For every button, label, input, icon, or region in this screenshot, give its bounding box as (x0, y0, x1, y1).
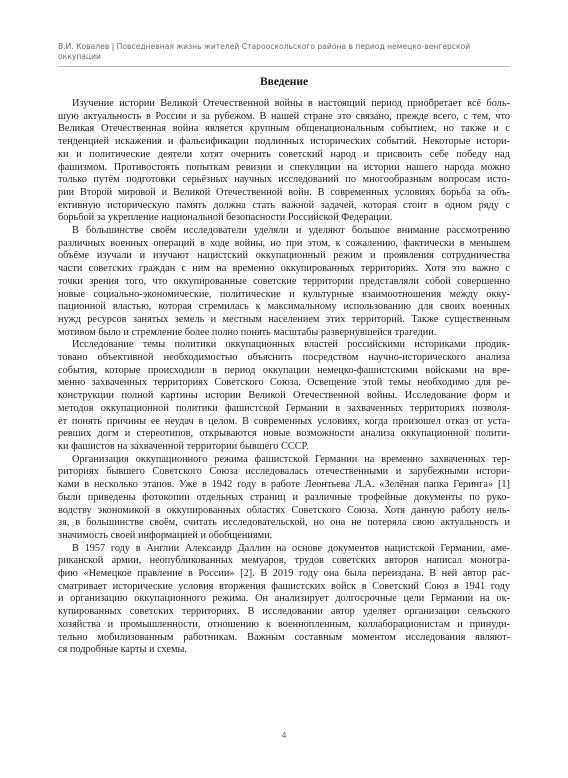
paragraph-line: менно захваченных территориях Советского Союза. Освещение этой темы необходимо для ре- (58, 377, 510, 389)
paragraph-line: зя, в большинстве своём, считать исследовательской, но она не потеряла свою актуальность и (58, 517, 510, 529)
body-text (58, 98, 510, 657)
paragraph-line: водству экономикой в оккупированных областях Советского Союза. Хотя данную работу нель- (58, 504, 510, 516)
paragraph (58, 339, 510, 453)
paragraph-line: различных военных операций в ходе войны, но при этом, к сожалению, фактически в меньшем (58, 237, 510, 249)
paragraph-line: ективную историческую память должна стать важной задачей, которая стоит в одном ряду с (58, 199, 510, 211)
paragraph-line: риканской армии, неопубликованных мемуаров, трудов советских авторов написал моногра- (58, 555, 510, 567)
paragraph-line: тенденцией искажения и фальсификации подлинных исторических событий. Некоторые истори- (58, 136, 510, 148)
paragraph-line: ся подробные карты и схемы. (58, 644, 188, 656)
paragraph-line: и организацию оккупационного режима. Он анализирует долгосрочные цели Германии на ок- (58, 593, 510, 605)
paragraph-line: фию «Немецкое правление в России» [2]. В 2019 году она была переиздана. В ней автор рас- (58, 568, 510, 580)
page-number: 4 (281, 731, 287, 740)
paragraph-line: нужд ресурсов занятых земель и местным населением этих территорий. Также существенным (58, 313, 510, 325)
running-header (58, 42, 510, 63)
paragraph-line: борьбой за укрепление национальной безопасности Российской Федерации. (58, 212, 393, 224)
paragraph-line: ревших догм и стереотипов, открываются новые возможности анализа оккупационной полити- (58, 428, 510, 440)
paragraph-line: рии Второй мировой и Великой Отечественной войн. В современных условиях борьба за объ- (58, 186, 510, 198)
paragraph-line: только путём подготовки серьёзных научных исследований по многообразным вопросам исто- (58, 174, 510, 186)
paragraph-line: Организация оккупационного режима фашистской Германии на временно захваченных тер- (72, 453, 510, 465)
paragraph-line: пационной властью, которая стремилась к максимальному использованию для своих военных (58, 301, 510, 313)
paragraph-line: шую актуальность в России и за рубежом. В нашей стране это связано, прежде всего, с тем, что (58, 110, 510, 122)
paragraph-line: товано объективной необходимостью объяснить посредством научно-исторического анализа (58, 352, 510, 364)
paragraph-line: Исследование темы политики оккупационных властей российскими историками продик- (72, 339, 510, 351)
paragraph (58, 543, 510, 657)
paragraph-line: купированных советских территориях. В исследовании автор уделяет организации сельского (58, 606, 510, 618)
paragraph-line: В большинстве своём исследователи уделяли и уделяют большое внимание рассмотрению (72, 225, 510, 237)
paragraph (58, 225, 510, 339)
paragraph (58, 454, 510, 543)
running-header-line-2: оккупации (58, 52, 101, 62)
paragraph-line: риториях бывшего Советского Союза исследовалась отечественными и зарубежными истори- (58, 466, 510, 478)
paragraph-line: конструкции полной картины истории Великой Отечественной войны. Исследование форм и (58, 390, 510, 402)
paragraph-line: события, которые происходили в период оккупации немецко-фашистскими войсками на вре- (58, 364, 510, 376)
paragraph-line: ки фашистов на захваченной территории бывшего СССР. (58, 440, 309, 452)
paragraph-line: Великая Отечественная война является крупным общенациональным событием, но также и с (58, 123, 510, 135)
paragraph-line: были приведены фотокопии отдельных страниц и различные трофейные документы по руко- (58, 491, 510, 503)
section-title: Введение (259, 76, 309, 88)
paragraph-line: ки и политические деятели хотят очернить советский народ и присвоить себе победу над (58, 148, 510, 160)
paragraph-line: фашизмом. Противостоять попыткам ревизии и спекуляции на истории нашего народа можно (58, 161, 510, 173)
paragraph-line: части советских граждан с ним на временно оккупированных территориях. Хотя это важно с (58, 263, 510, 275)
paragraph-line: мотивом было и стремление более полно понять масштабы развернувшейся трагедии. (58, 326, 437, 338)
paragraph-line: новые социально-экономические, политические и культурные взаимоотношения между окку- (58, 288, 510, 300)
paragraph-line: значимость своей информацией и обобщениями. (58, 529, 273, 541)
paragraph-line: методов оккупационной политики фашистской Германии в захваченных территориях позволя- (58, 402, 510, 414)
paragraph-line: ками в несколько этапов. Уже в 1942 году в работе Леонтьева Л.А. «Зелёная папка Геринга» [1] (58, 479, 510, 491)
paragraph-line: В 1957 году в Англии Александр Даллин на основе документов нацистской Германии, аме- (72, 542, 510, 554)
paragraph-line: точки зрения того, что оккупированные советские территории представляли собой совершенно (58, 275, 510, 287)
paragraph-line: объёме изучали и изучают нацистский оккупационный режим и проявления сотрудничества (58, 250, 510, 262)
paragraph-line: хозяйства и промышленности, отношению к военнопленным, коллаборационистам и принуди- (58, 618, 510, 630)
header-divider (58, 66, 510, 67)
paragraph (58, 98, 510, 225)
paragraph-line: сматривает исторические условия вторжения фашистских войск в Советский Союз в 1941 году (58, 580, 510, 592)
running-header-line-1: В.И. Ковалев | Повседневная жизнь жителей Старооскольского района в период немецко-венгерской (58, 42, 471, 51)
paragraph-line: Изучение истории Великой Отечественной войны в настоящий период приобретает всё боль- (72, 98, 510, 109)
paragraph-line: ет понять причины ее неудач в целом. В современных условиях, когда произошел отказ от уста- (58, 415, 510, 427)
paragraph-line: тельно мобилизованным работникам. Важным составным моментом исследования являют- (58, 631, 510, 643)
